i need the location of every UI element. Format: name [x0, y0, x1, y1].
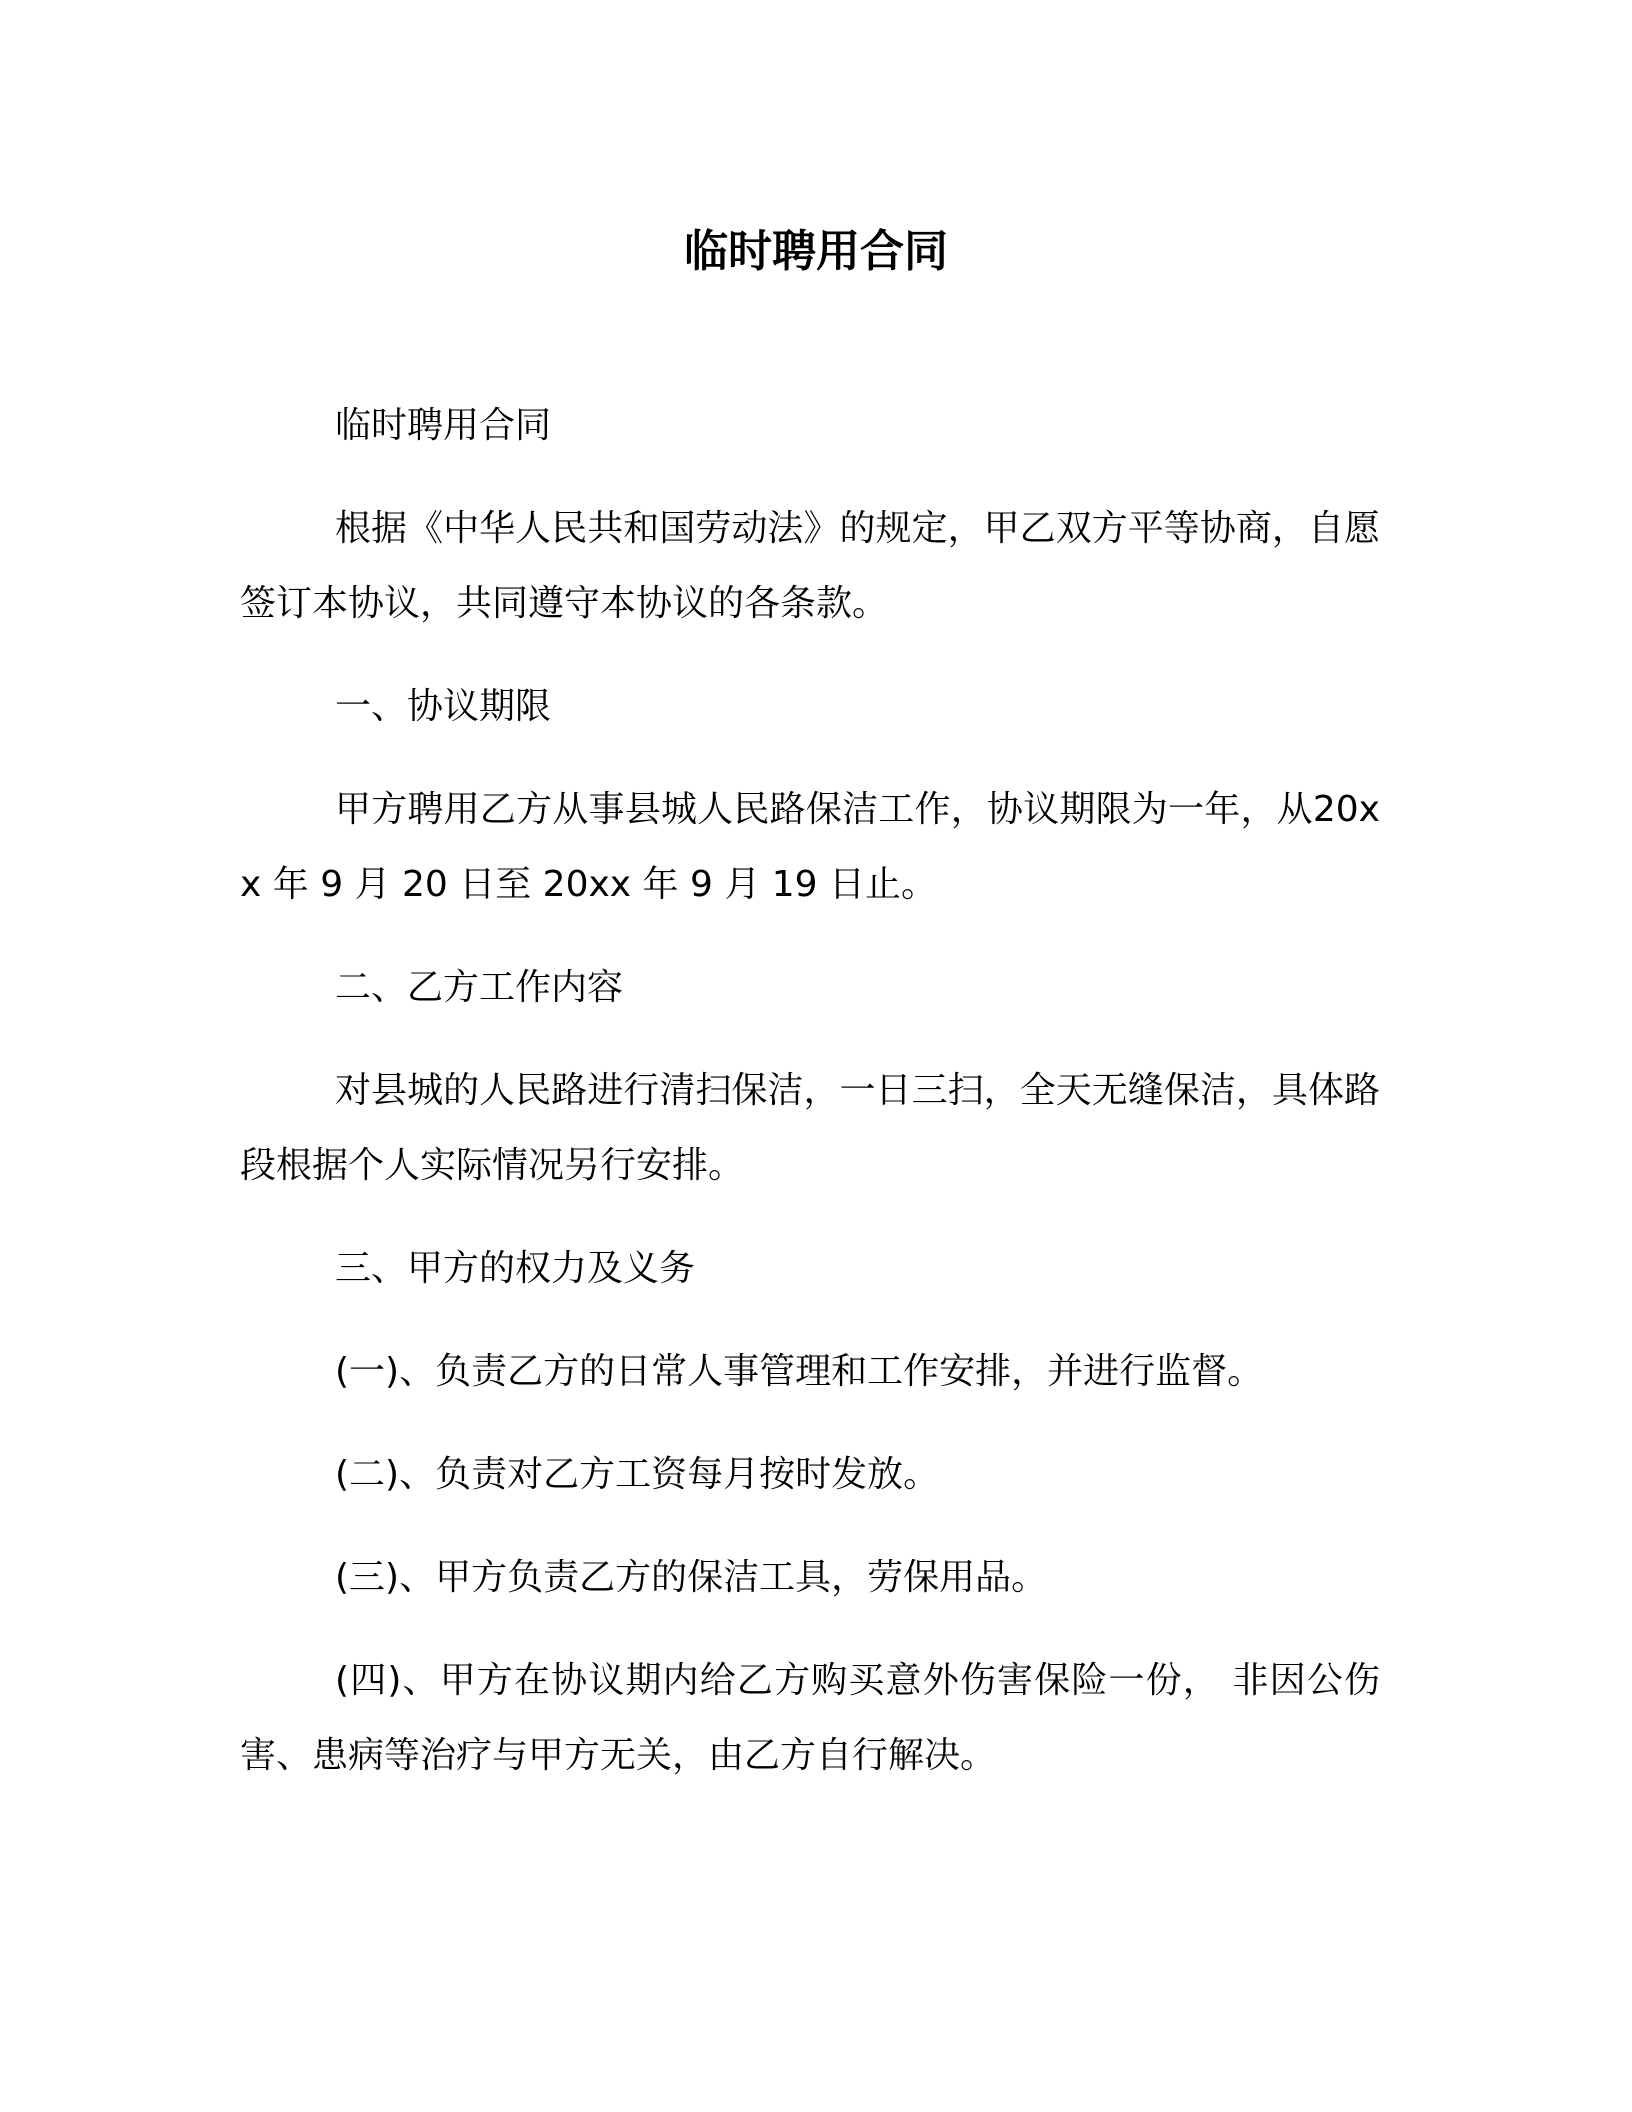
clause-item-1: (一)、负责乙方的日常人事管理和工作安排，并进行监督。	[335, 1351, 1264, 1392]
clause-item-2: (二)、负责对乙方工资每月按时发放。	[335, 1454, 940, 1495]
paragraph-preamble: 根据《中华人民共和国劳动法》的规定，甲乙双方平等协商，自愿签订本协议，共同遵守本协议的各条款。	[240, 508, 1380, 624]
section-heading-work-content: 二、乙方工作内容	[335, 967, 624, 1008]
document-body	[240, 388, 1380, 1821]
document-title: 临时聘用合同	[684, 226, 948, 277]
clause-item-4: (四)、甲方在协议期内给乙方购买意外伤害保险一份， 非因公伤害、患病等治疗与甲方无关，由乙方自行解决。	[240, 1660, 1380, 1776]
clause-item-3: (三)、甲方负责乙方的保洁工具，劳保用品。	[335, 1557, 1048, 1598]
section-heading-term: 一、协议期限	[335, 686, 552, 727]
paragraph-subtitle: 临时聘用合同	[335, 405, 552, 446]
paragraph-term: 甲方聘用乙方从事县城人民路保洁工作，协议期限为一年，从20xx 年 9 月 20 日至 20xx 年 9 月 19 日止。	[240, 789, 1380, 905]
section-heading-party-a-rights: 三、甲方的权力及义务	[335, 1248, 696, 1289]
paragraph-work-content: 对县城的人民路进行清扫保洁，一日三扫，全天无缝保洁，具体路段根据个人实际情况另行安排。	[240, 1070, 1380, 1186]
